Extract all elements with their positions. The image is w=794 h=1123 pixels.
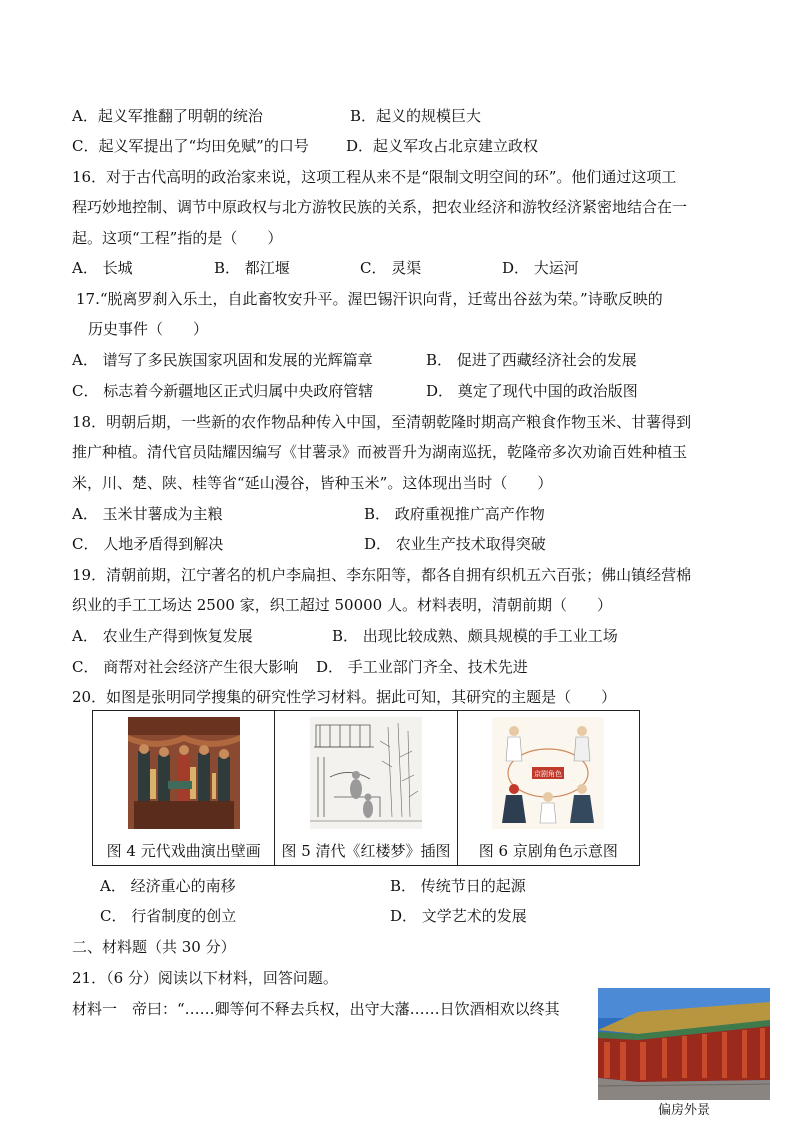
q15-option-a[interactable]: A．起义军推翻了明朝的统治 [72, 107, 263, 125]
q20-figure-4-cell [93, 711, 275, 865]
q20-option-c[interactable]: C． 行省制度的创立 [100, 907, 237, 925]
q18-option-a[interactable]: A． 玉米甘薯成为主粮 [72, 505, 223, 523]
q19-stem-line-1: 19．清朝前期，江宁著名的机户李扁担、李东阳等，都各自拥有织机五六百张；佛山镇经营棉 [72, 566, 692, 584]
q18-stem-line-3: 米，川、楚、陕、桂等省“延山漫谷，皆种玉米”。这体现出当时（ ） [72, 474, 553, 492]
q20-stem-line-1: 20．如图是张明同学搜集的研究性学习材料。据此可知，其研究的主题是（ ） [72, 688, 617, 706]
q20-option-a[interactable]: A． 经济重心的南移 [100, 877, 236, 895]
q17-stem-line-1: 17.“脱离罗刹入乐土，自此畜牧安升平。渥巴锡汗识向背，迁莺出谷兹为荣。”诗歌反映的 [76, 290, 663, 308]
q17-option-b[interactable]: B． 促进了西藏经济社会的发展 [426, 351, 637, 369]
q17-stem-line-2: 历史事件（ ） [88, 320, 209, 338]
q16-option-d[interactable]: D． 大运河 [502, 259, 579, 277]
q18-stem-line-1: 18．明朝后期，一些新的农作物品种传入中国，至清朝乾隆时期高产粮食作物玉米、甘薯得到 [72, 413, 692, 431]
q17-option-c[interactable]: C． 标志着今新疆地区正式归属中央政府管辖 [72, 382, 374, 400]
q18-stem-line-2: 推广种植。清代官员陆耀因编写《甘薯录》而被晋升为湖南巡抚，乾隆帝多次劝谕百姓种植玉 [72, 443, 688, 461]
q15-option-b[interactable]: B．起义的规模巨大 [350, 107, 482, 125]
q20-option-d[interactable]: D． 文学艺术的发展 [390, 907, 527, 925]
peking-opera-center-label: 京剧角色 [534, 770, 563, 778]
q19-option-a[interactable]: A． 农业生产得到恢复发展 [72, 627, 253, 645]
q15-option-d[interactable]: D．起义军攻占北京建立政权 [346, 137, 539, 155]
q21-stem-line-1: 21．（6 分）阅读以下材料，回答问题。 [72, 969, 338, 987]
q16-stem-line-3: 起。这项“工程”指的是（ ） [72, 229, 283, 247]
q19-option-c[interactable]: C． 商帮对社会经济产生很大影响 [72, 658, 299, 676]
q19-stem-line-2: 织业的手工工场达 2500 家，织工超过 50000 人。材料表明，清朝前期（ ） [72, 596, 612, 614]
q17-option-d[interactable]: D． 奠定了现代中国的政治版图 [426, 382, 638, 400]
q19-option-d[interactable]: D． 手工业部门齐全、技术先进 [316, 658, 528, 676]
q20-option-b[interactable]: B． 传统节日的起源 [390, 877, 526, 895]
yuan-opera-mural-image [128, 717, 240, 829]
q18-option-d[interactable]: D． 农业生产技术取得突破 [364, 535, 546, 553]
q16-stem-line-1: 16．对于古代高明的政治家来说，这项工程从来不是“限制文明空间的环”。他们通过这项工 [72, 168, 677, 186]
q16-option-b[interactable]: B． 都江堰 [214, 259, 290, 277]
side-house-photo-caption: 偏房外景 [657, 1103, 710, 1118]
q16-stem-line-2: 程巧妙地控制、调节中原政权与北方游牧民族的关系，把农业经济和游牧经济紧密地结合在一 [72, 198, 688, 216]
hongloumeng-illustration-image [310, 717, 422, 829]
q18-option-b[interactable]: B． 政府重视推广高产作物 [364, 505, 545, 523]
q21-material-1: 材料一 帝曰：“……卿等何不释去兵权，出守大藩……日饮酒相欢以终其 [72, 1000, 560, 1018]
q20-figure-6-cell [458, 711, 639, 865]
q20-figure-5-cell [275, 711, 457, 865]
q20-figure-6-caption: 图 6 京剧角色示意图 [478, 842, 618, 860]
q20-figure-4-caption: 图 4 元代戏曲演出壁画 [106, 842, 261, 860]
section-2-title: 二、材料题（共 30 分） [72, 938, 236, 956]
q18-option-c[interactable]: C． 人地矛盾得到解决 [72, 535, 224, 553]
q20-figure-table [92, 710, 640, 866]
side-house-photo [598, 988, 770, 1100]
q16-option-c[interactable]: C． 灵渠 [360, 259, 422, 277]
q20-figure-5-caption: 图 5 清代《红楼梦》插图 [281, 842, 451, 860]
q19-option-b[interactable]: B． 出现比较成熟、颇具规模的手工业工场 [332, 627, 618, 645]
peking-opera-roles-diagram [492, 717, 604, 829]
q15-option-c[interactable]: C．起义军提出了“均田免赋”的口号 [72, 137, 309, 155]
q16-option-a[interactable]: A． 长城 [72, 259, 133, 277]
q17-option-a[interactable]: A． 谱写了多民族国家巩固和发展的光辉篇章 [72, 351, 373, 369]
